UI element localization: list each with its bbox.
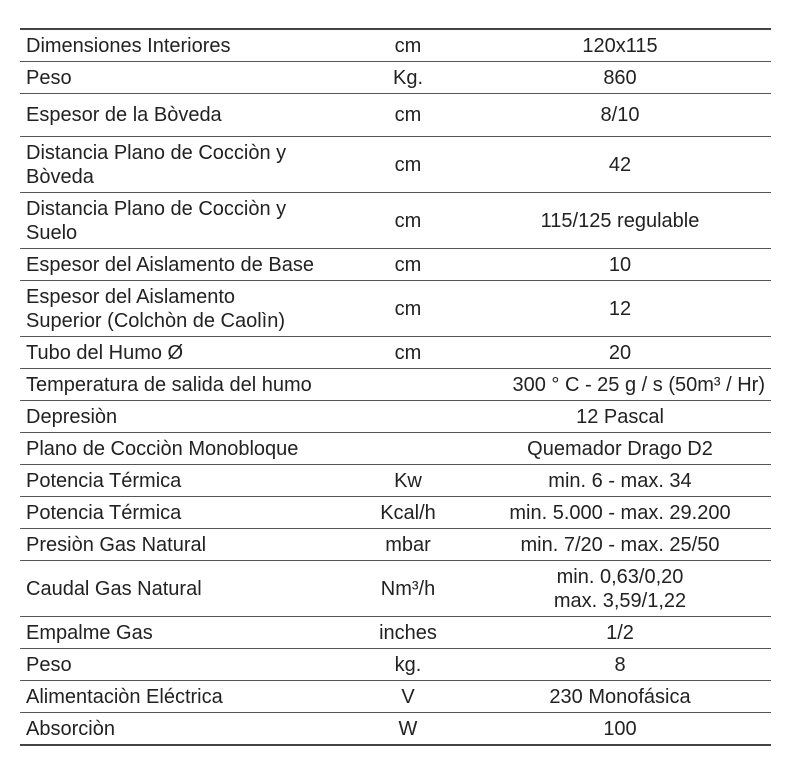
table-row [20,497,771,529]
row-value: 10 [469,249,771,281]
table-row [20,94,771,137]
row-label-line: Bòveda [26,165,94,188]
table-row [20,433,771,465]
row-value: 300 ° C - 25 g / s (50m³ / Hr) [347,369,771,401]
row-unit: cm [347,337,469,369]
row-unit: inches [347,617,469,649]
row-unit: mbar [347,529,469,561]
row-value: 1/2 [469,617,771,649]
row-label: Depresiòn [20,401,347,433]
table-row [20,401,771,433]
row-unit: Nm³/h [347,561,469,617]
row-value: 12 Pascal [469,401,771,433]
table-row [20,137,771,193]
table-row [20,617,771,649]
row-value: 8 [469,649,771,681]
row-unit: cm [347,281,469,337]
row-label [20,193,347,249]
row-label: Caudal Gas Natural [20,561,347,617]
row-value: 20 [469,337,771,369]
row-label: Empalme Gas [20,617,347,649]
row-value: 8/10 [469,94,771,137]
row-unit: kg. [347,649,469,681]
row-label: Espesor de la Bòveda [20,94,347,137]
row-unit: Kcal/h [347,497,469,529]
table-row [20,369,771,401]
row-label-line: Distancia Plano de Cocciòn y [26,197,287,220]
row-label: Temperatura de salida del humo [20,369,347,401]
table-row [20,62,771,94]
row-value-line: min. 0,63/0,20 [556,565,684,588]
table-row [20,193,771,249]
row-unit: cm [347,249,469,281]
row-label [20,281,347,337]
row-label: Espesor del Aislamento de Base [20,249,347,281]
row-unit: cm [347,193,469,249]
table-row [20,529,771,561]
row-value: min. 5.000 - max. 29.200 [469,497,771,529]
row-value: Quemador Drago D2 [469,433,771,465]
row-unit: Kw [347,465,469,497]
row-value: 42 [469,137,771,193]
row-label: Absorciòn [20,713,347,746]
table-row [20,681,771,713]
row-label: Presiòn Gas Natural [20,529,347,561]
row-label: Peso [20,62,347,94]
row-label: Peso [20,649,347,681]
row-value [469,561,771,617]
row-label-line: Espesor del Aislamento [26,285,236,308]
row-label: Alimentaciòn Eléctrica [20,681,347,713]
row-value: 115/125 regulable [469,193,771,249]
row-unit: cm [347,94,469,137]
row-unit: V [347,681,469,713]
row-label: Dimensiones Interiores [20,29,347,62]
row-label-line: Superior (Colchòn de Caolìn) [26,309,286,332]
table-row [20,29,771,62]
row-label-line: Suelo [26,221,78,244]
row-unit: Kg. [347,62,469,94]
row-unit: cm [347,29,469,62]
row-value: 12 [469,281,771,337]
table-row [20,337,771,369]
table-row [20,249,771,281]
table-row [20,465,771,497]
row-label-line: Distancia Plano de Cocciòn y [26,141,287,164]
row-label: Potencia Térmica [20,497,347,529]
row-value: min. 6 - max. 34 [469,465,771,497]
row-unit: cm [347,137,469,193]
row-unit: W [347,713,469,746]
table-row [20,281,771,337]
row-unit [347,401,469,433]
row-value: min. 7/20 - max. 25/50 [469,529,771,561]
table-row [20,713,771,746]
row-value: 860 [469,62,771,94]
row-label: Potencia Térmica [20,465,347,497]
row-label: Plano de Cocciòn Monobloque [20,433,347,465]
row-label [20,137,347,193]
table-row [20,649,771,681]
spec-table [20,28,771,746]
row-value-line: max. 3,59/1,22 [553,589,687,612]
row-value: 230 Monofásica [469,681,771,713]
row-value: 100 [469,713,771,746]
row-value: 120x115 [469,29,771,62]
table-row [20,561,771,617]
row-unit [347,433,469,465]
row-label: Tubo del Humo Ø [20,337,347,369]
